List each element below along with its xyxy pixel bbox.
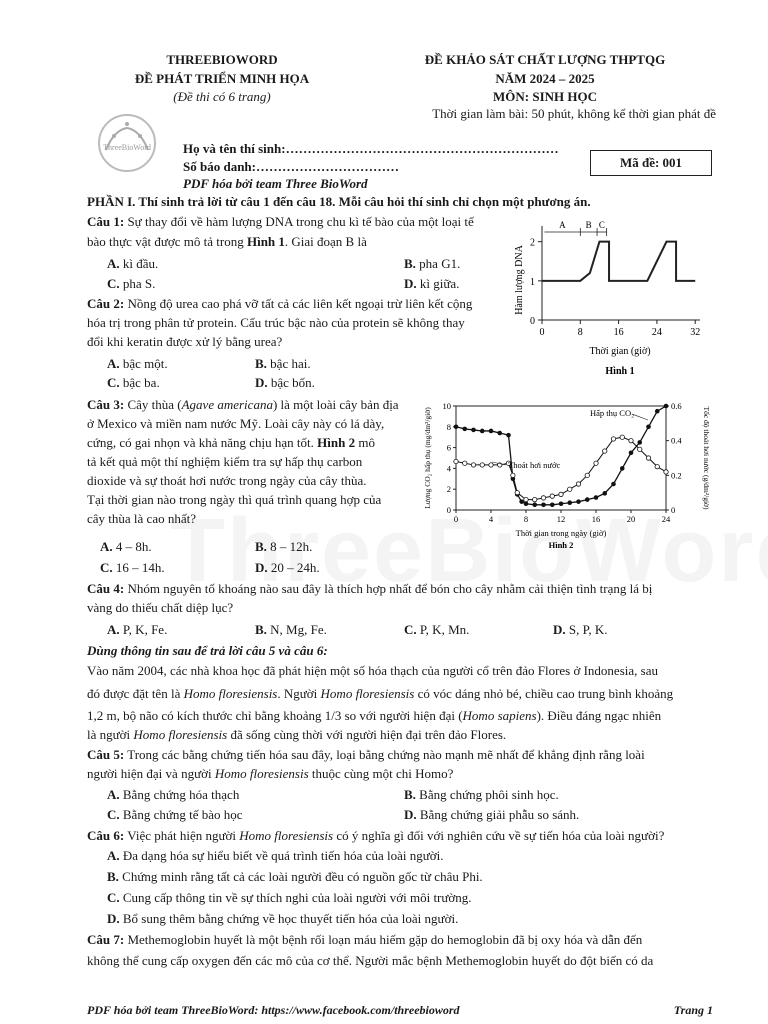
question-7-label: Câu 7:: [87, 932, 125, 947]
opt-letter: B.: [404, 787, 416, 802]
threebioword-logo: [94, 110, 160, 176]
fig2-y-tick-label: 8: [446, 421, 451, 432]
opt-text: Chứng minh rằng tất cả các loài người đều có nguồn gốc từ châu Phi.: [122, 869, 483, 884]
candidate-id-field: Số báo danh:……………………………: [183, 159, 399, 174]
question-4-line2: vàng do thiếu chất diệp lục?: [87, 600, 234, 615]
fig2-transpiration-point: [541, 496, 545, 500]
opt-text: Bổ sung thêm bằng chứng về học thuyết tiến hóa của loài người.: [122, 911, 459, 926]
fig1-phase-label: A: [559, 220, 566, 230]
fig1-x-tick-label: 16: [613, 327, 624, 338]
fig2-x-tick-label: 0: [453, 514, 459, 524]
question-4-text: Nhóm nguyên tố khoáng nào sau đây là thích hợp nhất để bón cho cây nhằm cải thiện tình trạng lá bị: [124, 581, 653, 596]
fig2-ylabel: Lượng CO₂ hấp thụ (mg/dm²/giờ): [423, 407, 432, 509]
opt-text: Đa dạng hóa sự hiểu biết về quá trình tiến hóa của loài người.: [122, 848, 444, 863]
fig2-co2-point: [567, 500, 572, 505]
q5-text: người hiện đại và người: [87, 766, 215, 781]
q2-option-a[interactable]: [107, 355, 168, 373]
opt-text: 16 – 14h.: [115, 560, 165, 575]
opt-text: 20 – 24h.: [270, 560, 320, 575]
exam-year: NĂM 2024 – 2025: [495, 71, 595, 86]
fig2-transpiration-point: [594, 461, 598, 465]
opt-letter: C.: [107, 807, 120, 822]
question-3: [87, 396, 417, 414]
question-1-label: Câu 1:: [87, 214, 125, 229]
fig2-co2-point: [655, 409, 660, 414]
q6-option-b[interactable]: [107, 868, 483, 886]
q5-text: thuộc cùng một chi Homo?: [308, 766, 454, 781]
opt-letter: A.: [107, 256, 120, 271]
question-1-text: Sự thay đổi về hàm lượng DNA trong chu kì tế bào của một loại tế: [124, 214, 474, 229]
question-3-line3: [87, 434, 417, 452]
opt-letter: A.: [107, 622, 120, 637]
fig2-y-tick-label: 10: [442, 401, 451, 411]
q1-option-c[interactable]: [107, 275, 155, 293]
q3-option-c[interactable]: [100, 559, 165, 577]
question-2: [87, 295, 517, 313]
exam-title: ĐỀ KHẢO SÁT CHẤT LƯỢNG THPTQG: [424, 52, 666, 67]
fig2-y2-tick-label: 0: [671, 505, 676, 515]
opt-text: S, P, K.: [568, 622, 608, 637]
opt-letter: C.: [107, 276, 120, 291]
fig2-transpiration-point: [585, 473, 589, 477]
opt-letter: D.: [107, 911, 120, 926]
opt-text: kì giữa.: [419, 276, 460, 291]
fig2-x-tick-label: 8: [523, 514, 529, 524]
question-7-text: Methemoglobin huyết là một bệnh rối loạn máu hiếm gặp do hemoglobin đã bị oxy hóa và dẫn đến: [124, 932, 643, 947]
footer-credit-link[interactable]: PDF hóa bởi team ThreeBioWord: https://www.facebook.com/threebioword: [87, 1003, 460, 1017]
fig1-x-tick-label: 8: [577, 327, 583, 338]
question-5-label: Câu 5:: [87, 747, 125, 762]
fig2-transpiration-point: [655, 464, 659, 468]
q5-species: Homo floresiensis: [214, 766, 309, 781]
fig2-co2-point: [637, 440, 642, 445]
opt-letter: B.: [107, 869, 119, 884]
q4-option-a[interactable]: [107, 621, 167, 639]
fig2-y-tick-label: 2: [446, 484, 451, 495]
opt-text: bậc hai.: [270, 356, 311, 371]
logo-text: ThreeBioWord: [103, 143, 151, 152]
fig2-y2-tick-label: 0.2: [671, 470, 682, 481]
question-5-line2: [87, 765, 727, 783]
info-text: 1,2 m, bộ não có kích thước chỉ bằng khoảng 1/3 so với người hiện đại (: [87, 708, 463, 723]
fig2-transpiration-point: [489, 463, 493, 467]
fig2-co2-point: [629, 451, 634, 456]
question-6-label: Câu 6:: [87, 828, 125, 843]
opt-text: N, Mg, Fe.: [270, 622, 327, 637]
fig2-transpiration-point: [664, 470, 668, 474]
q6-text: Việc phát hiện người: [124, 828, 240, 843]
fig1-x-tick-label: 32: [690, 327, 701, 338]
q4-option-b[interactable]: [255, 621, 327, 639]
question-3-line7: cây thùa là cao nhất?: [87, 511, 196, 526]
page-count: (Đề thi có 6 trang): [173, 89, 271, 104]
question-6: [87, 827, 727, 845]
info-text: đã sống cùng thời với người hiện đại trên đảo Flores.: [227, 727, 507, 742]
opt-text: Bằng chứng giải phẫu so sánh.: [419, 807, 580, 822]
opt-letter: C.: [107, 890, 120, 905]
question-1: [87, 213, 507, 231]
fig1-dna-line: [542, 242, 695, 281]
opt-text: Bằng chứng hóa thạch: [122, 787, 240, 802]
page-footer: [87, 1003, 713, 1018]
fig1-x-tick-label: 24: [651, 327, 662, 338]
fig2-co2-point: [559, 501, 564, 506]
question-3-label: Câu 3:: [87, 397, 125, 412]
fig2-x-tick-label: 16: [591, 514, 601, 524]
fig2-transpiration-point: [524, 497, 528, 501]
fig2-co2-point: [646, 425, 651, 430]
exam-subject: MÔN: SINH HỌC: [493, 89, 597, 104]
q5-option-a[interactable]: [107, 786, 239, 804]
info-text: ). Điều đáng ngạc nhiên: [536, 708, 662, 723]
fig2-x-tick-label: 20: [626, 514, 636, 524]
opt-text: P, K, Mn.: [419, 622, 470, 637]
fig1-x-tick-label: 0: [539, 327, 545, 338]
figure-2-chart: [420, 392, 720, 557]
opt-text: 8 – 12h.: [270, 539, 313, 554]
pdf-credit: PDF hóa bởi team Three BioWord: [183, 176, 368, 191]
q3-option-d[interactable]: [255, 559, 320, 577]
q1-option-b[interactable]: [404, 255, 460, 273]
fig1-xlabel: Thời gian (giờ): [589, 346, 651, 357]
fig2-legend-co2-pointer: [632, 414, 648, 420]
fig2-y2label: Tốc độ thoát hơi nước (g/dm²/giờ): [702, 406, 711, 510]
q6-option-d[interactable]: [107, 910, 458, 928]
opt-letter: A.: [107, 356, 120, 371]
fig2-transpiration-point: [646, 456, 650, 460]
opt-text: pha G1.: [419, 256, 461, 271]
question-3-line2: ở Mexico và miền nam nước Mỹ. Loài cây này có lá dày,: [87, 416, 385, 431]
fig2-co2-point: [497, 431, 502, 436]
opt-letter: C.: [404, 622, 417, 637]
fig2-y-tick-label: 6: [446, 442, 451, 453]
fig2-transpiration-point: [568, 487, 572, 491]
fig1-y-tick-label: 2: [530, 237, 535, 249]
q1-option-a[interactable]: [107, 255, 158, 273]
page-number: Trang 1: [673, 1003, 713, 1017]
opt-text: Bằng chứng phôi sinh học.: [419, 787, 559, 802]
fig2-transpiration-point: [454, 459, 458, 463]
fig2-y2-tick-label: 0.6: [671, 401, 682, 411]
opt-letter: B.: [255, 356, 267, 371]
question-3-line5: dioxide và sự thoát hơi nước trong ngày của cây thùa.: [87, 473, 367, 488]
q2-option-d[interactable]: [255, 374, 315, 392]
fig2-transpiration-point: [611, 437, 615, 441]
question-4: [87, 580, 727, 598]
q3-option-b[interactable]: [255, 538, 312, 556]
question-1-line2: [87, 233, 507, 251]
q3-figure-ref: Hình 2: [317, 435, 356, 450]
opt-text: bậc một.: [122, 356, 168, 371]
fig2-caption: Hình 2: [548, 540, 574, 550]
fig2-transpiration-point: [576, 482, 580, 486]
fig2-co2-line: [456, 406, 666, 505]
opt-text: bậc ba.: [122, 375, 160, 390]
opt-text: 4 – 8h.: [115, 539, 152, 554]
q6-option-c[interactable]: [107, 889, 472, 907]
info-5-6-title: Dùng thông tin sau để trả lời câu 5 và câu 6:: [87, 643, 328, 658]
opt-letter: B.: [255, 622, 267, 637]
fig2-transpiration-point: [629, 438, 633, 442]
fig1-ylabel: Hàm lượng DNA: [514, 245, 525, 315]
org-name: THREEBIOWORD: [166, 52, 278, 67]
fig2-co2-point: [462, 427, 467, 432]
q4-option-c[interactable]: [404, 621, 469, 639]
opt-text: kì đầu.: [122, 256, 159, 271]
opt-letter: C.: [100, 560, 113, 575]
question-2-line3: đổi khi keratin được xử lý bằng urea?: [87, 334, 283, 349]
info-species: Homo floresiensis: [183, 686, 278, 701]
question-2-label: Câu 2:: [87, 296, 125, 311]
fig2-co2-point: [506, 433, 511, 438]
question-2-line2: hóa trị trong phân tử protein. Cấu trúc bậc nào của protein sẽ không thay: [87, 315, 465, 330]
fig2-co2-point: [576, 499, 581, 504]
fig2-legend-h2o: Thoát hơi nước: [508, 460, 561, 470]
info-species: Homo floresiensis: [133, 727, 228, 742]
info-species: Homo sapiens: [462, 708, 537, 723]
q5-option-d[interactable]: [404, 806, 579, 824]
fig2-transpiration-point: [511, 473, 515, 477]
info-text: là người: [87, 727, 134, 742]
opt-letter: B.: [255, 539, 267, 554]
info-text: đó được đặt tên là: [87, 686, 184, 701]
q6-species: Homo floresiensis: [239, 828, 334, 843]
opt-letter: D.: [553, 622, 566, 637]
question-5-text: Trong các bằng chứng tiến hóa sau đây, loại bằng chứng nào mạnh mẽ nhất để khẳng định rằng loài: [124, 747, 645, 762]
q6-text: có ý nghĩa gì đối với nghiên cứu về sự tiến hóa của loài người?: [333, 828, 665, 843]
opt-letter: D.: [404, 276, 417, 291]
exam-type-title: ĐỀ PHÁT TRIỂN MINH HỌA: [134, 71, 310, 86]
fig2-co2-point: [480, 429, 485, 434]
fig2-x-tick-label: 12: [556, 514, 566, 524]
fig2-transpiration-point: [480, 463, 484, 467]
info-5-6-line2: [87, 685, 727, 703]
q2-option-c[interactable]: [107, 374, 160, 392]
fig2-transpiration-point: [471, 463, 475, 467]
fig2-transpiration-point: [638, 447, 642, 451]
q1-text-part: bào thực vật được mô tả trong: [87, 234, 247, 249]
fig2-x-tick-label: 24: [661, 514, 671, 524]
fig2-y2-tick-label: 0.4: [671, 435, 682, 446]
fig2-co2-point: [519, 499, 524, 504]
logo-icon: [94, 110, 160, 176]
fig1-phase-label: C: [598, 220, 605, 230]
fig2-transpiration-point: [550, 494, 554, 498]
q5-option-c[interactable]: [107, 806, 243, 824]
opt-text: Bằng chứng tế bào học: [122, 807, 243, 822]
question-7-line2: không thể cung cấp oxygen đến các mô của cơ thể. Người mắc bệnh Methemoglobin huyết do đột biến có da: [87, 953, 654, 968]
opt-text: P, K, Fe.: [122, 622, 168, 637]
question-3-line6: Tại thời gian nào trong ngày thì quá trình quang hợp của: [87, 492, 382, 507]
fig2-y-tick-label: 4: [446, 463, 451, 474]
fig2-transpiration-point: [603, 449, 607, 453]
q6-option-a[interactable]: [107, 847, 444, 865]
fig2-co2-point: [541, 503, 546, 508]
figure-1-chart: [512, 210, 712, 380]
fig2-x-tick-label: 4: [488, 514, 494, 524]
info-text: . Người: [277, 686, 321, 701]
q4-option-d[interactable]: [553, 621, 608, 639]
fig2-co2-point: [585, 497, 590, 502]
q3-species: Agave americana: [181, 397, 273, 412]
fig2-co2-point: [532, 503, 537, 508]
fig1-y-tick-label: 0: [530, 316, 535, 327]
info-5-6-line3: [87, 707, 727, 725]
opt-text: Cung cấp thông tin về sự thích nghi của loài người với môi trường.: [122, 890, 472, 905]
fig2-co2-point: [611, 482, 616, 487]
q3-option-a[interactable]: [100, 538, 152, 556]
q1-option-d[interactable]: [404, 275, 459, 293]
fig1-phase-label: B: [585, 220, 592, 230]
question-4-label: Câu 4:: [87, 581, 125, 596]
q2-option-b[interactable]: [255, 355, 311, 373]
fig2-co2-point: [550, 503, 555, 508]
fig2-transpiration-point: [620, 435, 624, 439]
q3-text: cứng, có gai nhọn và khả năng chịu hạn tốt.: [87, 435, 318, 450]
fig2-y-tick-label: 0: [446, 505, 451, 515]
fig2-transpiration-point: [559, 492, 563, 496]
fig2-co2-point: [594, 495, 599, 500]
fig2-xlabel: Thời gian trong ngày (giờ): [515, 528, 607, 538]
fig1-y-tick-label: 1: [530, 276, 535, 288]
part-1-instruction: PHẦN I. Thí sinh trả lời từ câu 1 đến câu 18. Mỗi câu hỏi thí sinh chỉ chọn một phương án.: [87, 194, 591, 209]
question-5: [87, 746, 727, 764]
fig2-co2-point: [471, 428, 476, 433]
fig2-co2-point: [620, 466, 625, 471]
opt-letter: D.: [255, 560, 268, 575]
opt-letter: B.: [404, 256, 416, 271]
opt-text: pha S.: [122, 276, 156, 291]
q3-text: mô: [355, 435, 375, 450]
opt-text: bậc bốn.: [270, 375, 315, 390]
q1-text-part: . Giai đoạn B là: [284, 234, 367, 249]
question-2-text: Nồng độ urea cao phá vỡ tất cả các liên kết ngoại trừ liên kết cộng: [124, 296, 473, 311]
q5-option-b[interactable]: [404, 786, 559, 804]
question-3-line4: tả kết quả một thí nghiệm kiểm tra sự hấp thụ carbon: [87, 454, 363, 469]
fig1-caption: Hình 1: [605, 366, 635, 377]
question-7: [87, 931, 727, 949]
fig2-transpiration-point: [533, 497, 537, 501]
opt-letter: A.: [100, 539, 113, 554]
info-5-6-line1: Vào năm 2004, các nhà khoa học đã phát hiện một số hóa thạch của người cổ trên đảo Flores ở Indonesia, sau: [87, 663, 658, 678]
fig2-transpiration-point: [515, 490, 519, 494]
fig2-transpiration-point: [463, 461, 467, 465]
info-5-6-line4: [87, 726, 727, 744]
fig2-co2-point: [454, 425, 459, 430]
opt-letter: A.: [107, 787, 120, 802]
q3-text: Cây thùa (: [124, 397, 182, 412]
exam-time: Thời gian làm bài: 50 phút, không kể thời gian phát đề: [432, 106, 716, 121]
q3-text: ) là một loài cây bản địa: [272, 397, 399, 412]
opt-letter: A.: [107, 848, 120, 863]
fig2-legend-co2: Hấp thụ CO₂: [590, 408, 635, 418]
opt-letter: C.: [107, 375, 120, 390]
info-species: Homo floresiensis: [320, 686, 415, 701]
candidate-name-field: Họ và tên thí sinh:………………………………………………………: [183, 141, 559, 156]
fig2-co2-point: [602, 491, 607, 496]
q1-figure-ref: Hình 1: [246, 234, 285, 249]
opt-letter: D.: [404, 807, 417, 822]
fig2-co2-point: [489, 429, 494, 434]
fig2-transpiration-line: [456, 437, 666, 499]
info-text: có vóc dáng nhỏ bé, chiều cao trung bình khoảng: [414, 686, 674, 701]
exam-code-box: Mã đề: 001: [590, 150, 712, 176]
fig2-co2-point: [664, 404, 669, 409]
opt-letter: D.: [255, 375, 268, 390]
